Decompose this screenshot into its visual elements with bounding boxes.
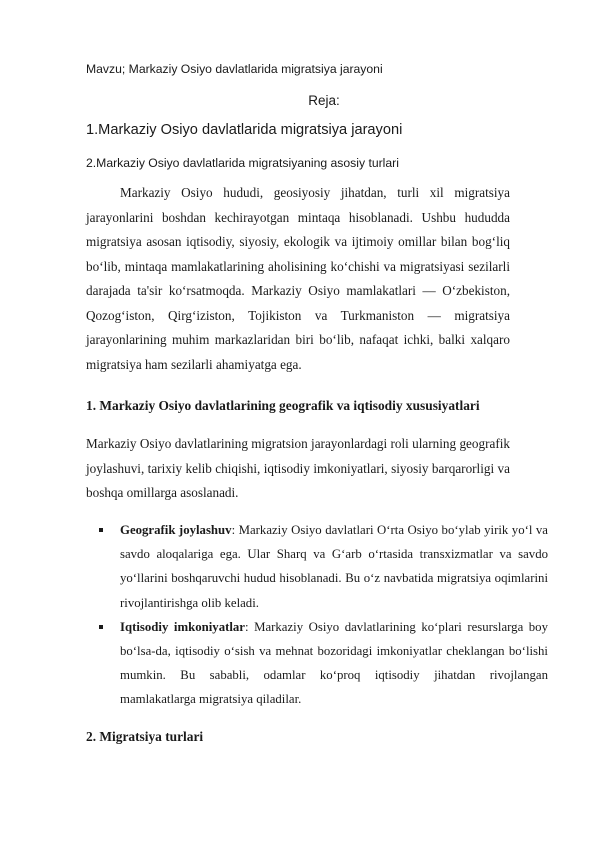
- plan-item-2: 2.Markaziy Osiyo davlatlarida migratsiyaning asosiy turlari: [86, 156, 399, 170]
- section-2-heading: 2. Migratsiya turlari: [86, 729, 204, 744]
- bullet-term: Geografik joylashuv: [120, 523, 232, 537]
- section-1-paragraph: Markaziy Osiyo davlatlarining migratsion jarayonlardagi roli ularning geografik joylashuvi, tarixiy kelib chiqishi, iqtisodiy imkoniyatlari, siyosiy barqarorligi va boshqa omillarga asoslanadi.: [86, 436, 510, 500]
- plan-item-1: 1.Markaziy Osiyo davlatlarida migratsiya jarayoni: [86, 122, 403, 138]
- plan-title: Reja:: [308, 93, 340, 108]
- list-item: [86, 615, 548, 712]
- bullet-icon: [99, 625, 103, 629]
- intro-paragraph: Markaziy Osiyo hududi, geosiyosiy jihatdan, turli xil migratsiya jarayonlarini boshdan kechirayotgan mintaqa hisoblanadi. Ushbu hududda migratsiya asosan iqtisodiy, siyosiy, ekologik va ijtimoiy omillar bilan bog‘liq bo‘lib, mintaqa mamlakatlarining aholisining ko‘chishi va migratsiyasi sezilarli darajada ta'sir ko‘rsatmoqda. Markaziy Osiyo mamlakatlari — O‘zbekiston, Qozog‘iston, Qirg‘iziston, Tojikiston va Turkmaniston — migratsiya jarayonlarining muhim markazlaridan biri bo‘lib, nafaqat ichki, balki xalqaro migratsiya ham sezilarli ahamiyatga ega.: [86, 185, 510, 372]
- document-topic: Mavzu; Markaziy Osiyo davlatlarida migratsiya jarayoni: [86, 62, 383, 76]
- list-item: [86, 518, 548, 615]
- section-1-heading: 1. Markaziy Osiyo davlatlarining geografik va iqtisodiy xususiyatlari: [86, 398, 480, 413]
- bullet-icon: [99, 528, 103, 532]
- section-1-bullet-list: [86, 518, 548, 712]
- bullet-text: : Markaziy Osiyo davlatlarining ko‘plari resurslarga boy bo‘lsa-da, iqtisodiy o‘sish va mehnat bozoridagi imkoniyatlar cheklangan bo‘lishi mumkin. Bu sababli, odamlar ko‘proq iqtisodiy jihatdan rivojlangan mamlakatlarga migratsiya qiladilar.: [120, 619, 548, 707]
- bullet-text: : Markaziy Osiyo davlatlari O‘rta Osiyo bo‘ylab yirik yo‘l va savdo aloqalariga ega. Ular Sharq va G‘arb o‘rtasida transxizmatlar va savdo yo‘llarini boshqaruvchi hudud hisoblanadi. Bu o‘z navbatida migratsiya oqimlarini rivojlantirishga olib keladi.: [120, 523, 548, 610]
- bullet-term: Iqtisodiy imkoniyatlar: [120, 619, 245, 634]
